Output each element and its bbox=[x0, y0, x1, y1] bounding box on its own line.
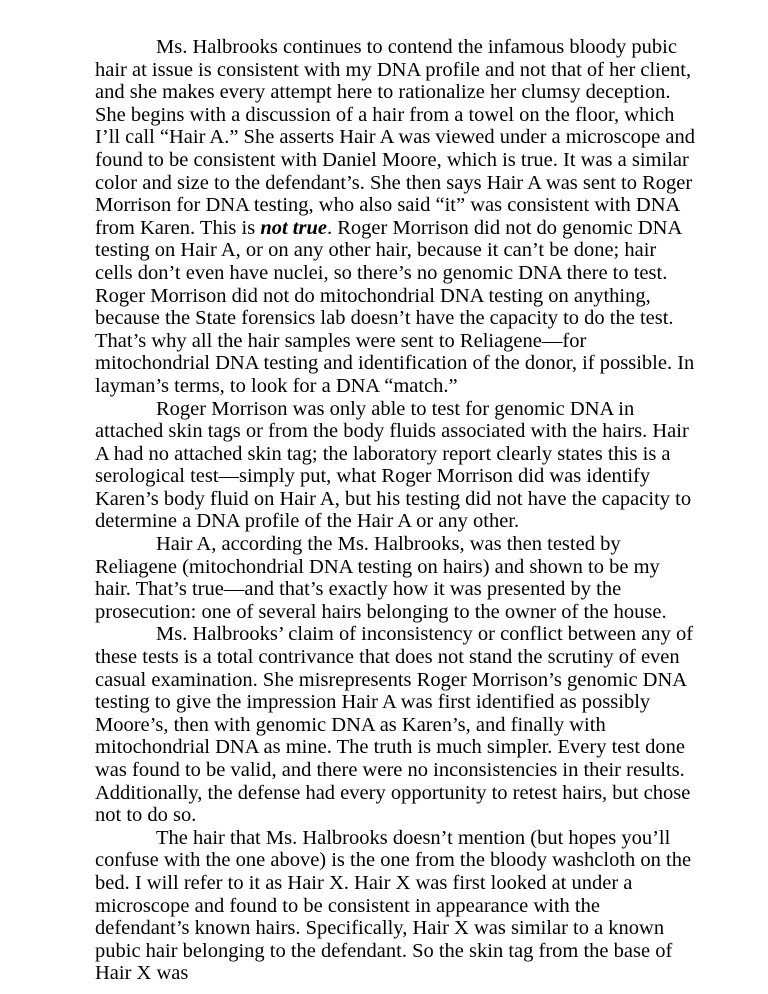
paragraph-4: Ms. Halbrooks’ claim of inconsistency or conflict between any of these tests is a total contrivance that does not stand the scrutiny of even casual examination. She misrepresents Roger Morrison’s genomic DNA testing to give the impression Hair A was first identified as possibly Moore’s, then with genomic DNA as Karen’s, and finally with mitochondrial DNA as mine. The truth is much simpler. Every test done was found to be valid, and there were no inconsistencies in their results. Additionally, the defense had every opportunity to retest hairs, but chose not to do so. bbox=[95, 623, 694, 827]
paragraph-2: Roger Morrison was only able to test for genomic DNA in attached skin tags or from the body fluids associated with the hairs. Hair A had no attached skin tag; the laboratory report clearly states this is a serological test—simply put, what Roger Morrison did was identify Karen’s body fluid on Hair A, but his testing did not have the capacity to determine a DNA profile of the Hair A or any other. bbox=[95, 397, 692, 533]
paragraph-3: Hair A, according the Ms. Halbrooks, was then tested by Reliagene (mitochondrial DNA testing on hairs) and shown to be my hair. That’s true—and that’s exactly how it was presented by the prosecution: one of several hairs belonging to the owner of the house. bbox=[95, 533, 667, 623]
document-page bbox=[95, 36, 695, 985]
paragraph-1-text: Ms. Halbrooks continues to contend the infamous bloody pubic hair at issue is consistent with my DNA profile and not that of her client, and she makes every attempt here to rationalize her clumsy deception. She begins with a discussion of a hair from a towel on the floor, which I’ll call “Hair A.” She asserts Hair A was viewed under a microscope and found to be consistent with Daniel Moore, which is true. It was a similar color and size to the defendant’s. She then says Hair A was sent to Roger Morrison for DNA testing, who also said “it” was consistent with DNA from Karen. This is bbox=[95, 36, 695, 239]
emphasized-phrase: not true bbox=[260, 216, 327, 239]
paragraph-1 bbox=[95, 36, 695, 398]
paragraph-5: The hair that Ms. Halbrooks doesn’t mention (but hopes you’ll confuse with the one above) is the one from the bloody washcloth on the bed. I will refer to it as Hair X. Hair X was first looked at under a microscope and found to be consistent in appearance with the defendant’s known hairs. Specifically, Hair X was similar to a known pubic hair belonging to the defendant. So the skin tag from the base of Hair X was bbox=[95, 826, 692, 985]
paragraph-1-continuation: . Roger Morrison did not do genomic DNA testing on Hair A, or on any other hair, because it can’t be done; hair cells don’t even have nuclei, so there’s no genomic DNA there to test. Roger Morrison did not do mitochondrial DNA testing on anything, because the State forensics lab doesn’t have the capacity to do the test. That’s why all the hair samples were sent to Reliagene—for mitochondrial DNA testing and identification of the donor, if possible. In layman’s terms, to look for a DNA “match.” bbox=[95, 216, 695, 397]
